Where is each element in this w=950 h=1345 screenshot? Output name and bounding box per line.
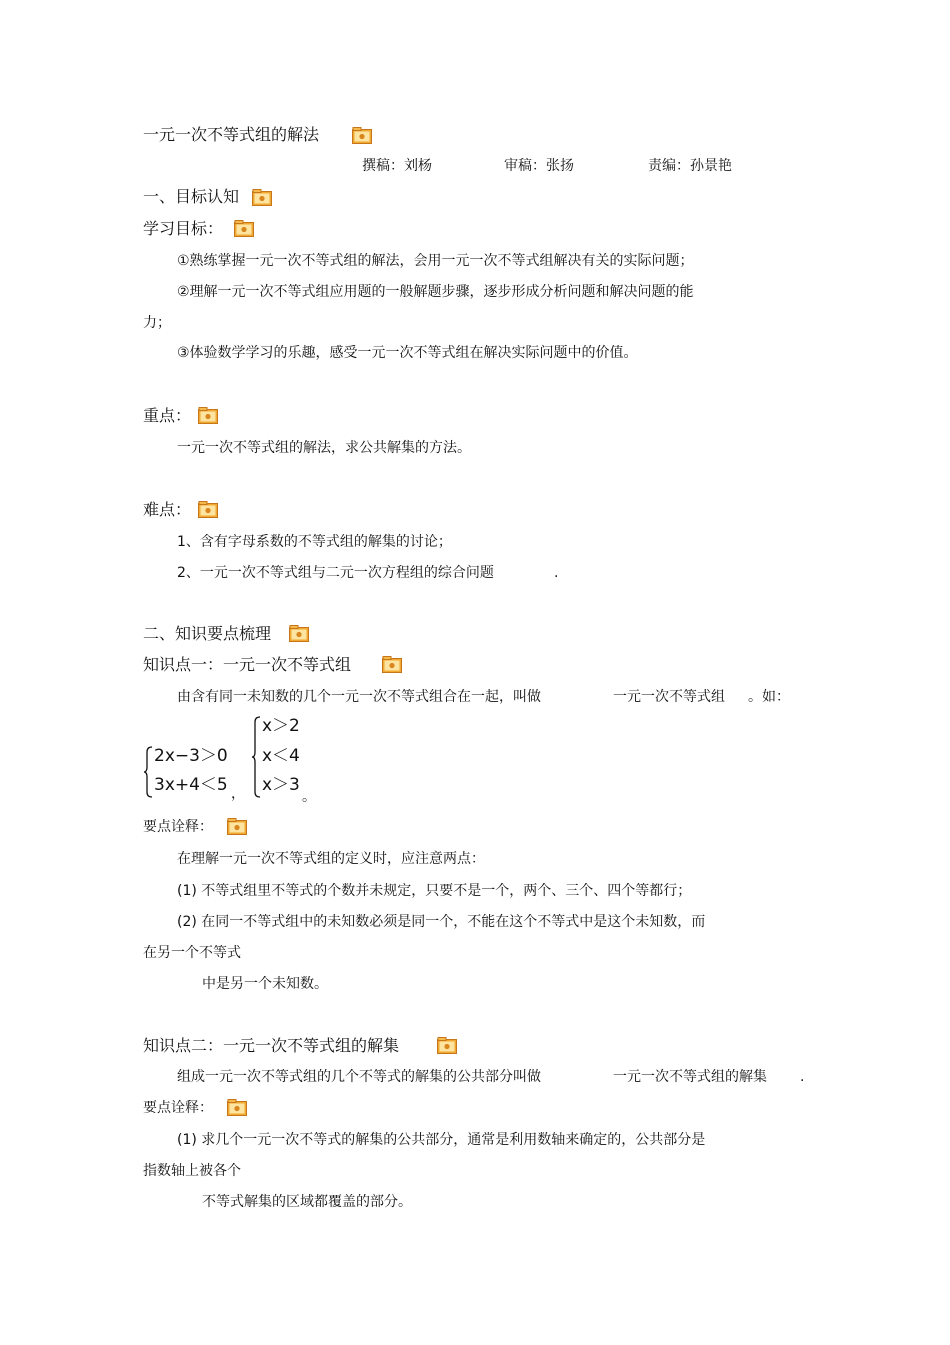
kp1-definition-end: 。如： <box>748 689 790 705</box>
author-credit: 撰稿：刘杨 <box>362 158 432 174</box>
key-label: 重点： <box>143 406 192 425</box>
folder-icon[interactable] <box>198 501 218 518</box>
kp2-note-1-end: 不等式解集的区域都覆盖的部分。 <box>202 1194 412 1210</box>
folder-icon[interactable] <box>352 127 372 144</box>
example-end: 。 <box>302 789 316 805</box>
editor-credit: 责编：孙景艳 <box>648 158 732 174</box>
kp2-note-1-cont: 指数轴上被各个 <box>143 1163 241 1179</box>
kp2-term: 一元一次不等式组的解集 <box>613 1069 767 1085</box>
left-brace <box>251 716 261 798</box>
kp1-note-1: (1) 不等式组里不等式的个数并未规定，只要不是一个，两个、三个、四个等都行； <box>177 883 692 899</box>
folder-icon[interactable] <box>382 656 402 673</box>
kp2-definition: 组成一元一次不等式组的几个不等式的解集的公共部分叫做 <box>177 1069 541 1085</box>
difficulty-2: 2、一元一次不等式组与二元一次方程组的综合问题 <box>177 565 494 581</box>
example1-line1: 2x−3＞0 <box>154 746 228 766</box>
reviewer-credit: 审稿：张扬 <box>504 158 574 174</box>
difficulty-1: 1、含有字母系数的不等式组的解集的讨论； <box>177 534 452 550</box>
goal-1: ①熟练掌握一元一次不等式组的解法，会用一元一次不等式组解决有关的实际问题； <box>177 253 694 269</box>
folder-icon[interactable] <box>227 818 247 835</box>
key-text: 一元一次不等式组的解法，求公共解集的方法。 <box>177 440 471 456</box>
kp1-term: 一元一次不等式组 <box>613 689 725 705</box>
section-heading-knowledge: 二、知识要点梳理 <box>143 624 272 643</box>
goals-label: 学习目标： <box>143 219 224 238</box>
section-heading-goals: 一、目标认知 <box>143 187 240 206</box>
example2-line3: x＞3 <box>262 775 300 795</box>
goal-2-cont: 力； <box>143 315 171 331</box>
folder-icon[interactable] <box>437 1037 457 1054</box>
kp1-note-2: (2) 在同一不等式组中的未知数必须是同一个，不能在这个不等式中是这个未知数，而 <box>177 914 706 930</box>
difficulty-2-end: . <box>554 565 559 581</box>
kp1-heading: 知识点一：一元一次不等式组 <box>143 655 352 674</box>
kp1-definition: 由含有同一未知数的几个一元一次不等式组合在一起，叫做 <box>177 689 541 705</box>
folder-icon[interactable] <box>227 1099 247 1116</box>
difficulty-label: 难点： <box>143 500 192 519</box>
kp2-definition-end: . <box>800 1069 805 1085</box>
folder-icon[interactable] <box>234 220 254 237</box>
kp1-note-label: 要点诠释： <box>143 819 213 835</box>
example1-line2: 3x+4＜5 <box>154 775 228 795</box>
left-brace <box>143 746 153 798</box>
example-separator: ， <box>231 786 245 802</box>
example2-line2: x＜4 <box>262 746 300 766</box>
goal-3: ③体验数学学习的乐趣，感受一元一次不等式组在解决实际问题中的价值。 <box>177 345 638 361</box>
folder-icon[interactable] <box>198 407 218 424</box>
goal-2: ②理解一元一次不等式组应用题的一般解题步骤，逐步形成分析问题和解决问题的能 <box>177 284 694 300</box>
folder-icon[interactable] <box>289 625 309 642</box>
kp1-note-2-end: 中是另一个未知数。 <box>202 976 328 992</box>
kp1-note-intro: 在理解一元一次不等式组的定义时，应注意两点： <box>177 851 485 867</box>
folder-icon[interactable] <box>252 189 272 206</box>
kp1-note-2-cont: 在另一个不等式 <box>143 945 241 961</box>
kp2-note-1: (1) 求几个一元一次不等式的解集的公共部分，通常是利用数轴来确定的，公共部分是 <box>177 1132 706 1148</box>
kp2-note-label: 要点诠释： <box>143 1100 213 1116</box>
page-title: 一元一次不等式组的解法 <box>143 125 320 144</box>
example2-line1: x＞2 <box>262 716 300 736</box>
kp2-heading: 知识点二：一元一次不等式组的解集 <box>143 1036 400 1055</box>
